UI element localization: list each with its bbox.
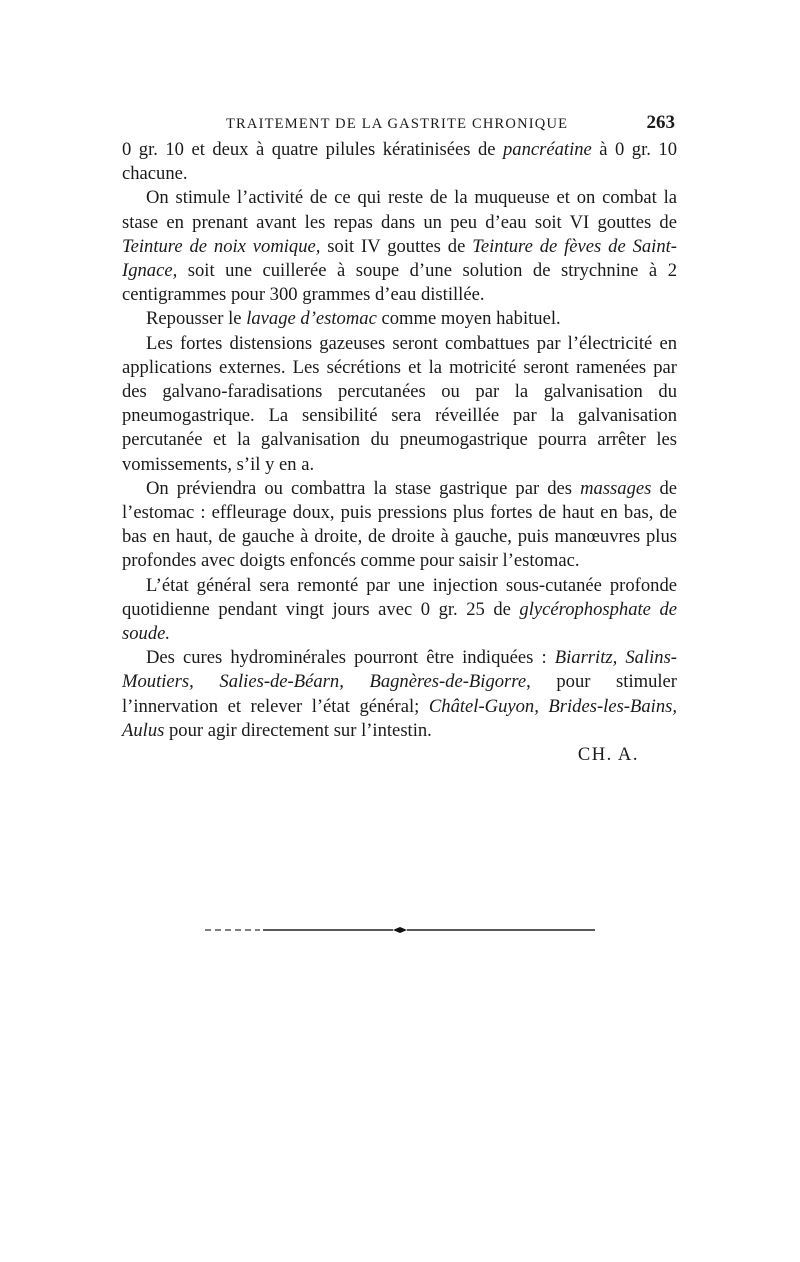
paragraph-4 (122, 332, 677, 477)
paragraph-5-italic-1: massages (580, 477, 652, 499)
running-title: TRAITEMENT DE LA GASTRITE CHRONIQUE (226, 116, 569, 132)
paragraph-1-text-1: 0 gr. 10 et deux à quatre pilules kératinisées de (122, 139, 503, 160)
page-number: 263 (646, 112, 675, 133)
paragraph-5-text-2: de l’estomac : effleurage doux, puis pressions plus fortes de haut en bas, de bas en haut, de gauche à droite, de droite à gauche, puis manœuvres plus profondes avec doigts enfoncés comme pour saisir l’estomac. (122, 477, 678, 572)
paragraph-7-text-3: pour agir directement sur l’intestin. (164, 719, 432, 741)
paragraph-5 (122, 477, 677, 574)
paragraph-2-italic-1: Teinture de noix vomique, (122, 235, 321, 257)
paragraph-1-italic-1: pancréatine (503, 139, 592, 160)
paragraph-7-italic-2: Châtel-Guyon, Brides-les-Bains, Aulus (122, 695, 677, 741)
paragraph-1-text-2: à 0 gr. 10 chacune. (122, 139, 677, 185)
paragraph-2-italic-2: Teinture de fèves de Saint-Ignace, (122, 235, 677, 282)
paragraph-7-text-1: Des cures hydrominérales pourront être indiquées : (146, 647, 555, 669)
paragraph-7-italic-1: Biarritz, Salins-Moutiers, Salies-de-Béarn, Bagnères-de-Bigorre (122, 647, 677, 693)
paragraph-3-italic-1: lavage d’estomac (246, 308, 377, 330)
paragraph-6-italic-1: glycérophosphate de soude. (122, 598, 677, 645)
page-header (122, 108, 677, 138)
paragraph-5-text-1: On préviendra ou combattra la stase gastrique par des (146, 477, 581, 499)
paragraph-2-text-3: soit une cuillerée à soupe d’une solution de strychnine à 2 centigrammes pour 300 grammes d’eau distillée. (122, 260, 677, 306)
document-page (122, 108, 677, 767)
paragraph-3-text-2: comme moyen habituel. (376, 308, 561, 330)
paragraph-7 (122, 646, 677, 743)
paragraph-6-text-1: L’état général sera remonté par une injection sous-cutanée profonde quotidienne pendant vingt jours avec 0 gr. 25 de (122, 574, 677, 620)
paragraph-4-text-1: Les fortes distensions gazeuses seront combattues par l’électricité en applications externes. Les sécrétions et la motricité seront ramenées par des galvano-faradisations percutanées ou par la galvanisation du pneumogastrique. La sensibilité sera réveillée par la galvanisation percutanée et la galvanisation du pneumogastrique pourra arrêter les vomissements, s’il y en a. (122, 332, 677, 475)
section-end-rule (205, 926, 595, 934)
paragraph-1 (122, 138, 677, 186)
paragraph-2 (122, 186, 677, 307)
body-text (122, 138, 677, 743)
author-signature: CH. A. (577, 744, 639, 766)
end-rule-ornament-icon (205, 926, 595, 934)
paragraph-3-text-1: Repousser le (146, 308, 247, 330)
paragraph-7-text-2: , pour stimuler l’innervation et relever l’état général; (122, 671, 677, 717)
paragraph-6 (122, 574, 677, 647)
paragraph-2-text-2: soit IV gouttes de (320, 235, 473, 257)
paragraph-3 (122, 307, 677, 331)
paragraph-2-text-1: On stimule l’activité de ce qui reste de la muqueuse et on combat la stase en prenant avant les repas dans un peu d’eau soit VI gouttes de (122, 187, 677, 233)
